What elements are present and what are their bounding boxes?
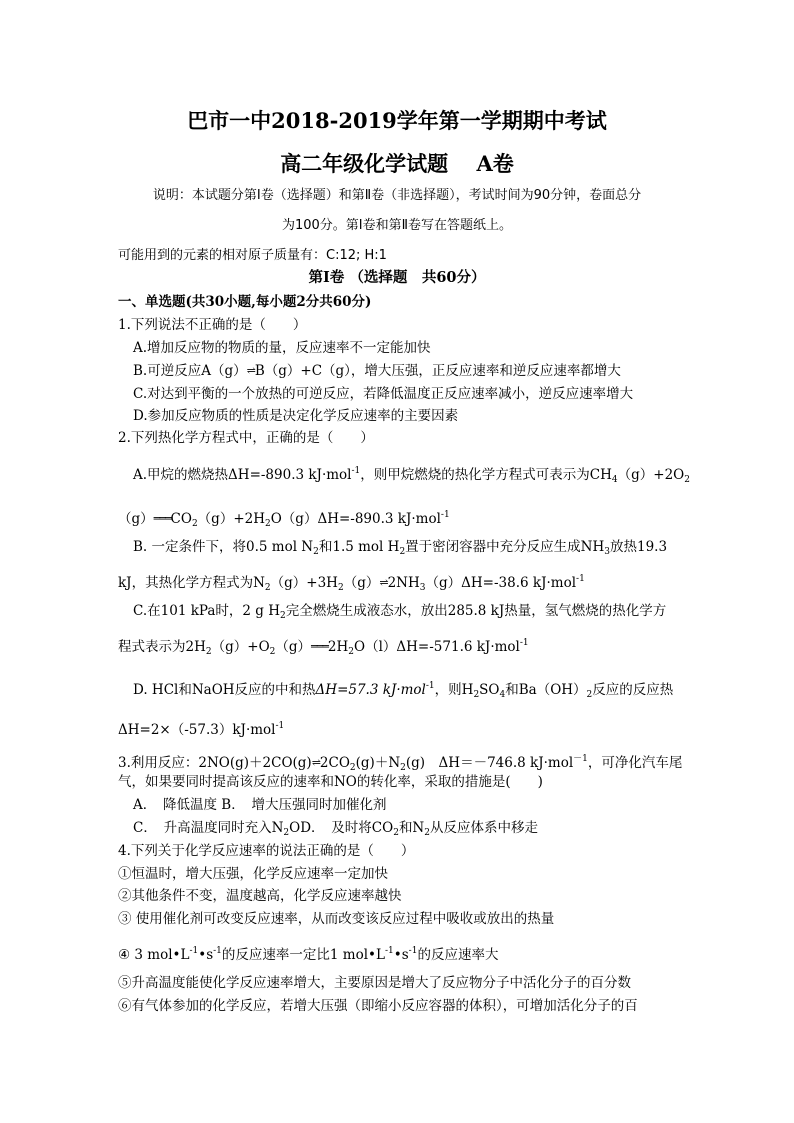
- q2-stem: 2.下列热化学方程式中，正确的是（ ）: [118, 430, 374, 446]
- q2-option-b-line-2: kJ，其热化学方程式为$N_2(g)+3H_2(g)\rightleftharpoons 2NH_3(g)\Delta H=-38.6$ kJ·mol$^{-1}$: [118, 574, 585, 593]
- q4-statement-4: ④ 3 $mol•L^{-1}•s^{-1}$的反应速率一定比1 $mol•L^{-1}•s^{-1}$的反应速率大: [118, 946, 499, 963]
- instruction-line-2: 为100分。第Ⅰ卷和第Ⅱ卷写在答题纸上。: [281, 218, 513, 233]
- q4-statement-6: ⑥有气体参加的化学反应，若增大压强（即缩小反应容器的体积），可增加活化分子的百: [118, 998, 638, 1014]
- q1-option-a: A.增加反应物的物质的量，反应速率不一定能加快: [133, 340, 431, 356]
- q2-option-d-line-2: ΔH=2×（-57.3）kJ·mol$^{-1}$: [118, 721, 285, 738]
- q4-statement-1: ①恒温时，增大压强，化学反应速率一定加快: [118, 866, 388, 882]
- q2-option-d-line-1: D. HCl和NaOH反应的中和热ΔH=57.3 kJ·mol$^{-1}$，则$H_2SO_4$和$Ba(OH)_2$反应的反应热: [133, 681, 674, 700]
- equilibrium-arrow-icon: ⇌: [246, 364, 255, 377]
- exam-title: 巴市一中2018-2019学年第一学期期中考试: [187, 108, 607, 133]
- q2-option-c-line-2: 程式表示为$2H_2(g)+O_2(g)═══2H_2O(l)\Delta H=-571.6$ kJ·mol$^{-1}$: [118, 638, 529, 657]
- q3-stem-line-1: 3.利用反应：$2NO(g)+2CO(g)\rightleftharpoons 2CO_2(g)+N_2(g)$ ΔH＝－746.8 kJ·mol$^{-1}$，可净化汽车尾: [118, 754, 683, 773]
- part-heading: 一、单选题(共30小题,每小题2分共60分): [118, 294, 372, 310]
- section-title: 第Ⅰ卷 （选择题 共60分）: [308, 269, 486, 286]
- q3-options-ab: A． 降低温度 B． 增大压强同时加催化剂: [133, 797, 387, 813]
- atomic-mass-note: 可能用到的元素的相对原子质量有：C:12; H:1: [118, 248, 387, 263]
- q4-stem: 4.下列关于化学反应速率的说法正确的是（ ）: [118, 843, 415, 859]
- equals-arrow-icon: ═══: [311, 640, 328, 653]
- exam-subtitle: 高二年级化学试题 A卷: [280, 151, 514, 176]
- q2-option-a-line-2: $(g)═══CO_2(g)+2H_2O(g)\Delta H=-890.3$ kJ·mol$^{-1}$: [118, 510, 450, 529]
- q3-options-cd: C． 升高温度同时充入$N_2OD$． 及时将$CO_2$和$N_2$从反应体系中移走: [133, 820, 538, 838]
- q2-option-a-line-1: A.甲烷的燃烧热ΔH=-890.3 kJ·mol$^{-1}$，则甲烷燃烧的热化学方程式可表示为$CH_4(g)+2O_2$: [133, 466, 690, 485]
- q1-stem: 1.下列说法不正确的是（ ）: [118, 317, 307, 333]
- equilibrium-arrow-icon: ⇌: [379, 576, 388, 589]
- equilibrium-arrow-icon: ⇌: [311, 756, 320, 769]
- equals-arrow-icon: ═══: [153, 512, 171, 525]
- q4-statement-5: ⑤升高温度能使化学反应速率增大，主要原因是增大了反应物分子中活化分子的百分数: [118, 975, 631, 991]
- q1-option-c: C.对达到平衡的一个放热的可逆反应，若降低温度正反应速率减小，逆反应速率增大: [133, 386, 634, 402]
- q2-option-b-line-1: B. 一定条件下，将0.5 mol $N_2$和1.5 mol $H_2$置于密闭容器中充分反应生成$NH_3$放热19.3: [133, 539, 668, 557]
- q4-statement-2: ②其他条件不变，温度越高，化学反应速率越快: [118, 888, 402, 904]
- q3-stem-line-2: 气，如果要同时提高该反应的速率和NO的转化率，采取的措施是( ): [118, 774, 543, 790]
- q2-option-c-line-1: C.在101 kPa时，2 g $H_2$完全燃烧生成液态水，放出285.8 kJ热量，氢气燃烧的热化学方: [133, 603, 667, 621]
- instruction-line-1: 说明：本试题分第Ⅰ卷（选择题）和第Ⅱ卷（非选择题），考试时间为90分钟，卷面总分: [152, 188, 642, 203]
- q1-option-d: D.参加反应物质的性质是决定化学反应速率的主要因素: [133, 408, 459, 424]
- q4-statement-3: ③ 使用催化剂可改变反应速率，从而改变该反应过程中吸收或放出的热量: [118, 911, 555, 927]
- q1-option-b: B.可逆反应A（g）⇌B（g）+C（g），增大压强，正反应速率和逆反应速率都增大: [133, 363, 621, 379]
